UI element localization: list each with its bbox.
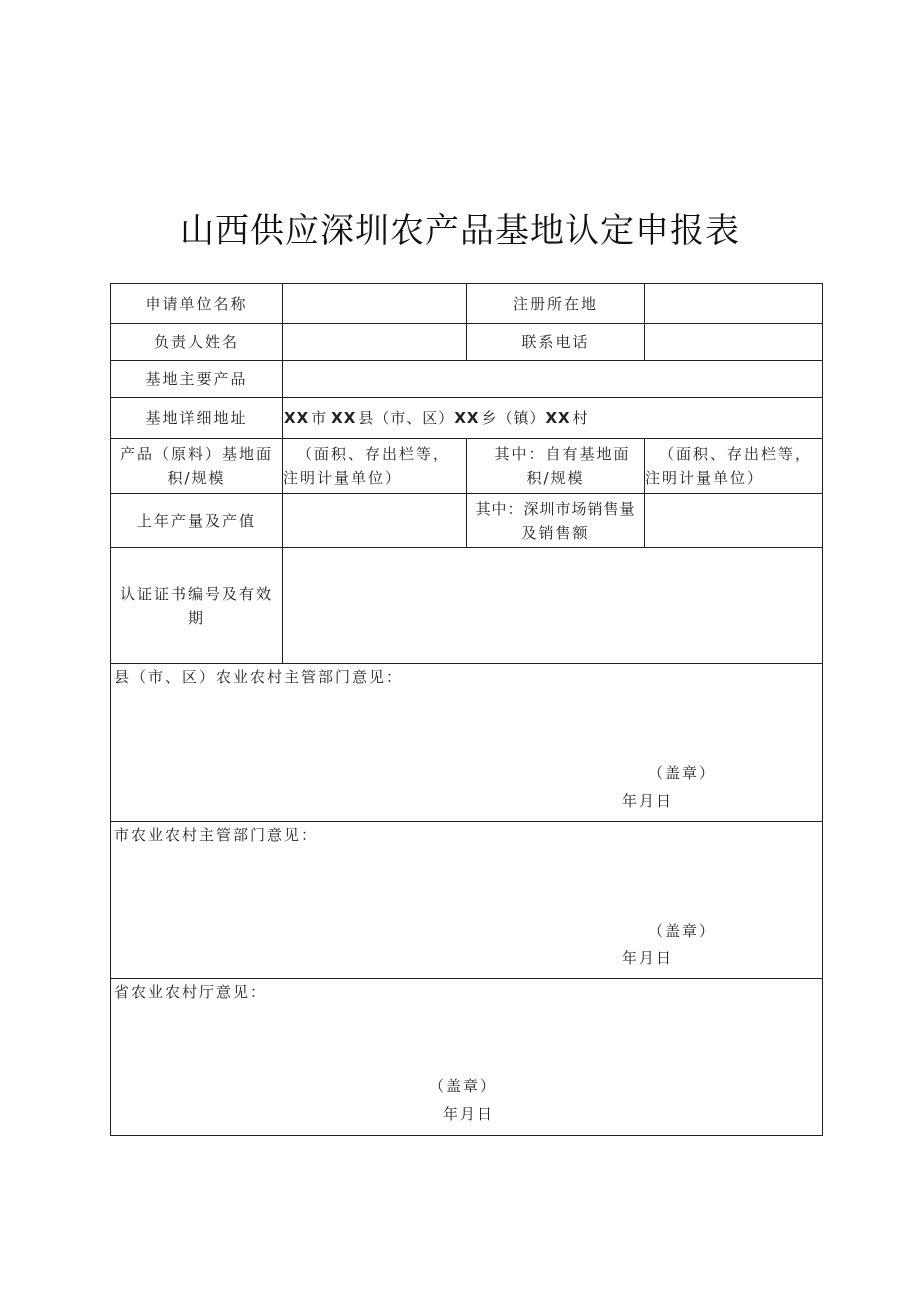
own-base-area-label: [467, 439, 644, 493]
city-opinion-heading: 市农业农村主管部门意见：: [114, 826, 319, 844]
contact-person-field[interactable]: [283, 324, 466, 360]
main-products-field[interactable]: [283, 361, 822, 397]
certificate-label: [111, 548, 282, 663]
address-county-unit: 县（市、区）: [358, 409, 455, 427]
base-area-label: [111, 439, 282, 493]
city-date-label: 年月日: [622, 949, 674, 967]
own-base-area-field[interactable]: [645, 439, 822, 493]
certificate-label-line1: 认证证书编号及有效: [119, 584, 273, 603]
certificate-field[interactable]: [283, 548, 822, 663]
phone-field[interactable]: [645, 324, 822, 360]
county-date-label: 年月日: [622, 792, 674, 810]
base-area-hint-line2: 注明计量单位）: [283, 469, 403, 487]
output-value-field[interactable]: [283, 494, 466, 547]
base-address-field[interactable]: [284, 398, 822, 438]
shenzhen-sales-label-line2: 及销售额: [521, 523, 590, 542]
address-city-placeholder: XX: [284, 409, 310, 427]
county-opinion-heading: 县（市、区）农业农村主管部门意见：: [114, 668, 404, 686]
base-area-label-line2: 积/规模: [167, 469, 226, 487]
document-title: 山西供应深圳农产品基地认定申报表: [180, 211, 740, 251]
applicant-name-label: 申请单位名称: [145, 294, 248, 313]
address-town-placeholder: XX: [454, 409, 480, 427]
address-town-unit: 乡（镇）: [481, 409, 546, 427]
output-value-label: 上年产量及产值: [136, 511, 256, 530]
base-area-hint-line1: （面积、存出栏等，: [297, 445, 451, 463]
certificate-label-line2: 期: [187, 608, 205, 627]
province-date-label: 年月日: [443, 1105, 495, 1123]
own-base-area-hint-line1: （面积、存出栏等，: [659, 445, 813, 463]
shenzhen-sales-field[interactable]: [645, 494, 822, 547]
own-base-area-label-line1: 其中：自有基地面: [494, 445, 631, 463]
own-base-area-label-line2: 积/规模: [526, 469, 585, 487]
application-form-table: [110, 283, 823, 1136]
county-seal-label: （盖章）: [648, 764, 717, 782]
province-seal-label: （盖章）: [429, 1077, 498, 1095]
address-village-placeholder: XX: [545, 409, 571, 427]
shenzhen-sales-label-line1: 其中：深圳市场销售量: [475, 499, 636, 518]
city-opinion-section[interactable]: [111, 822, 822, 978]
base-address-label: 基地详细地址: [145, 409, 248, 427]
base-area-label-line1: 产品（原料）基地面: [119, 445, 273, 463]
contact-person-label: 负责人姓名: [153, 333, 239, 351]
city-seal-label: （盖章）: [648, 922, 717, 940]
address-village-unit: 村: [572, 409, 589, 427]
applicant-name-field[interactable]: [283, 284, 466, 323]
county-opinion-section[interactable]: [111, 664, 822, 821]
phone-label: 联系电话: [521, 333, 590, 351]
address-city-unit: 市: [311, 409, 328, 427]
registered-location-field[interactable]: [645, 284, 822, 323]
shenzhen-sales-label: [467, 494, 644, 547]
address-county-placeholder: XX: [331, 409, 357, 427]
base-area-field[interactable]: [283, 439, 466, 493]
province-opinion-heading: 省农业农村厅意见：: [114, 983, 268, 1001]
province-opinion-section[interactable]: [111, 979, 822, 1135]
registered-location-label: 注册所在地: [512, 294, 598, 313]
own-base-area-hint-line2: 注明计量单位）: [645, 469, 765, 487]
main-products-label: 基地主要产品: [145, 370, 248, 388]
